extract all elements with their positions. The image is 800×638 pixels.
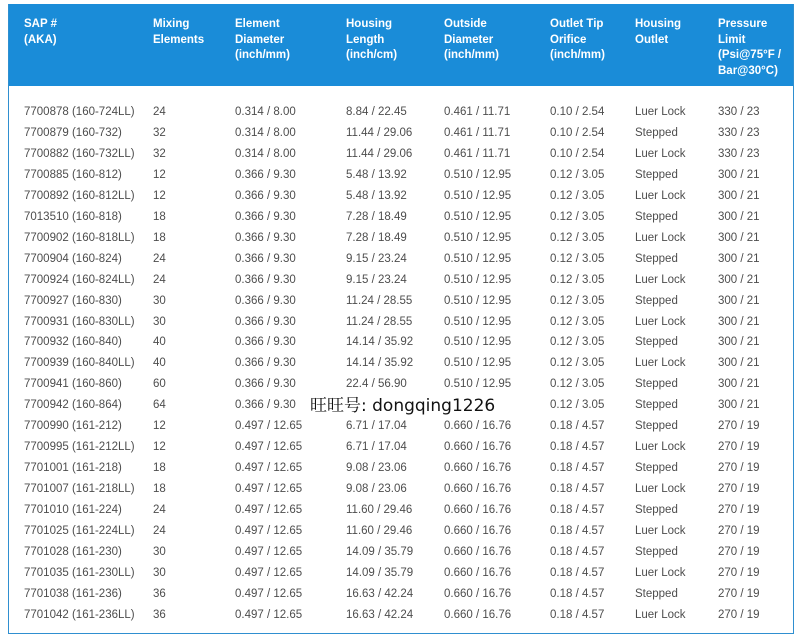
- header-sap: SAP # (AKA): [24, 18, 58, 46]
- cell-sap: 7700892 (160-812LL): [24, 189, 135, 202]
- cell-outlet-tip-orifice: 0.18 / 4.57: [550, 525, 605, 537]
- cell-housing-length: 9.15 / 23.24: [346, 273, 407, 286]
- cell-pressure-limit: 270 / 19: [718, 420, 760, 433]
- cell-pressure-limit: 270 / 19: [718, 587, 760, 600]
- cell-element-diameter: 0.497 / 12.65: [235, 504, 303, 517]
- cell-pressure-limit: 270 / 19: [718, 504, 760, 517]
- cell-housing-length: 11.60 / 29.46: [346, 504, 413, 517]
- cell-element-diameter: 0.366 / 9.30: [235, 378, 296, 391]
- cell-element-diameter: 0.366 / 9.30: [235, 210, 296, 223]
- cell-pressure-limit: 270 / 19: [718, 483, 760, 496]
- cell-element-diameter: 0.497 / 12.65: [235, 525, 303, 537]
- cell-outlet-tip-orifice: 0.18 / 4.57: [550, 545, 605, 558]
- cell-outside-diameter: 0.660 / 16.76: [444, 545, 512, 558]
- cell-element-diameter: 0.314 / 8.00: [235, 106, 296, 118]
- cell-housing-outlet: Stepped: [635, 462, 678, 475]
- cell-outlet-tip-orifice: 0.12 / 3.05: [550, 294, 605, 307]
- cell-mixing-elements: 40: [153, 336, 166, 349]
- table-row: [9, 416, 793, 437]
- cell-outside-diameter: 0.660 / 16.76: [444, 483, 512, 496]
- cell-outlet-tip-orifice: 0.18 / 4.57: [550, 587, 605, 600]
- table-row: [9, 186, 793, 207]
- cell-housing-length: 9.08 / 23.06: [346, 462, 407, 475]
- cell-housing-outlet: Luer Lock: [635, 357, 686, 370]
- cell-element-diameter: 0.497 / 12.65: [235, 462, 303, 475]
- cell-housing-length: 11.24 / 28.55: [346, 315, 413, 328]
- cell-housing-outlet: Stepped: [635, 587, 678, 600]
- cell-sap: 7013510 (160-818): [24, 210, 122, 223]
- cell-mixing-elements: 36: [153, 608, 166, 621]
- cell-mixing-elements: 64: [153, 399, 166, 412]
- cell-pressure-limit: 300 / 21: [718, 294, 760, 307]
- table-row: [9, 500, 793, 521]
- table-row: [9, 249, 793, 270]
- table-row: [9, 123, 793, 144]
- cell-outside-diameter: 0.660 / 16.76: [444, 441, 512, 454]
- cell-housing-outlet: Stepped: [635, 420, 678, 433]
- cell-element-diameter: 0.314 / 8.00: [235, 126, 296, 139]
- table-row: [9, 207, 793, 228]
- cell-housing-length: 14.14 / 35.92: [346, 336, 414, 349]
- cell-housing-outlet: Stepped: [635, 168, 678, 181]
- cell-element-diameter: 0.366 / 9.30: [235, 273, 296, 286]
- cell-element-diameter: 0.366 / 9.30: [235, 252, 296, 265]
- cell-sap: 7700885 (160-812): [24, 168, 122, 181]
- cell-housing-length: 11.24 / 28.55: [346, 294, 413, 307]
- cell-housing-length: 16.63 / 42.24: [346, 587, 414, 600]
- table-row: [9, 228, 793, 249]
- header-mixing-elements: Mixing Elements: [153, 18, 205, 46]
- cell-outlet-tip-orifice: 0.18 / 4.57: [550, 566, 605, 579]
- cell-mixing-elements: 24: [153, 273, 166, 286]
- cell-housing-length: 22.4 / 56.90: [346, 378, 407, 391]
- cell-outside-diameter: 0.510 / 12.95: [444, 189, 512, 202]
- cell-outlet-tip-orifice: 0.12 / 3.05: [550, 189, 605, 202]
- cell-housing-outlet: Luer Lock: [635, 315, 686, 328]
- cell-outlet-tip-orifice: 0.18 / 4.57: [550, 504, 605, 517]
- cell-housing-length: 9.15 / 23.24: [346, 252, 407, 265]
- cell-mixing-elements: 18: [153, 483, 166, 496]
- cell-housing-outlet: Stepped: [635, 545, 678, 558]
- cell-sap: 7700939 (160-840LL): [24, 357, 135, 370]
- cell-outside-diameter: 0.461 / 11.71: [444, 126, 511, 139]
- cell-element-diameter: 0.366 / 9.30: [235, 189, 296, 202]
- cell-pressure-limit: 270 / 19: [718, 608, 760, 621]
- cell-mixing-elements: 30: [153, 294, 166, 307]
- cell-element-diameter: 0.497 / 12.65: [235, 483, 303, 496]
- cell-mixing-elements: 32: [153, 147, 166, 160]
- cell-outside-diameter: 0.660 / 16.76: [444, 462, 512, 475]
- cell-sap: 7700927 (160-830): [24, 294, 122, 307]
- cell-sap: 7700941 (160-860): [24, 378, 122, 391]
- cell-housing-outlet: Luer Lock: [635, 273, 686, 286]
- cell-pressure-limit: 270 / 19: [718, 545, 760, 558]
- cell-housing-length: 11.60 / 29.46: [346, 525, 413, 537]
- cell-outlet-tip-orifice: 0.12 / 3.05: [550, 378, 605, 391]
- cell-housing-length: 6.71 / 17.04: [346, 420, 407, 433]
- cell-sap: 7700924 (160-824LL): [24, 273, 135, 286]
- table-row: [9, 458, 793, 479]
- cell-pressure-limit: 270 / 19: [718, 525, 760, 537]
- cell-housing-length: 9.08 / 23.06: [346, 483, 407, 496]
- cell-sap: 7700931 (160-830LL): [24, 315, 135, 328]
- cell-outlet-tip-orifice: 0.12 / 3.05: [550, 357, 605, 370]
- cell-outside-diameter: 0.510 / 12.95: [444, 357, 512, 370]
- cell-sap: 7700902 (160-818LL): [24, 231, 135, 244]
- cell-mixing-elements: 60: [153, 378, 166, 391]
- cell-pressure-limit: 300 / 21: [718, 399, 760, 412]
- cell-housing-length: 11.44 / 29.06: [346, 147, 413, 160]
- table-row: [9, 605, 793, 626]
- cell-pressure-limit: 270 / 19: [718, 462, 760, 475]
- header-housing-length: Housing Length (inch/cm): [346, 18, 398, 61]
- cell-sap: 7700942 (160-864): [24, 399, 122, 412]
- cell-housing-length: 16.63 / 42.24: [346, 608, 414, 621]
- cell-housing-outlet: Stepped: [635, 252, 678, 265]
- cell-pressure-limit: 300 / 21: [718, 273, 760, 286]
- cell-pressure-limit: 300 / 21: [718, 210, 760, 223]
- cell-pressure-limit: 330 / 23: [718, 147, 760, 160]
- cell-mixing-elements: 24: [153, 252, 166, 265]
- cell-outside-diameter: 0.510 / 12.95: [444, 378, 512, 391]
- header-housing-outlet: Housing Outlet: [635, 18, 681, 46]
- table-row: [9, 563, 793, 584]
- cell-mixing-elements: 12: [153, 189, 166, 202]
- cell-housing-outlet: Stepped: [635, 504, 678, 517]
- cell-outlet-tip-orifice: 0.18 / 4.57: [550, 483, 605, 496]
- cell-outlet-tip-orifice: 0.12 / 3.05: [550, 399, 605, 412]
- cell-housing-outlet: Luer Lock: [635, 525, 686, 537]
- cell-mixing-elements: 18: [153, 210, 166, 223]
- cell-outside-diameter: 0.660 / 16.76: [444, 587, 512, 600]
- table-row: [9, 291, 793, 312]
- cell-housing-length: 7.28 / 18.49: [346, 210, 407, 223]
- cell-mixing-elements: 32: [153, 126, 166, 139]
- cell-outside-diameter: 0.510 / 12.95: [444, 231, 512, 244]
- table-row: [9, 165, 793, 186]
- table-row: [9, 584, 793, 605]
- cell-housing-outlet: Stepped: [635, 210, 678, 223]
- table-header: [9, 4, 793, 86]
- cell-housing-outlet: Luer Lock: [635, 147, 686, 160]
- cell-sap: 7700932 (160-840): [24, 336, 122, 349]
- cell-outside-diameter: 0.510 / 12.95: [444, 315, 512, 328]
- cell-element-diameter: 0.497 / 12.65: [235, 441, 303, 454]
- cell-outlet-tip-orifice: 0.10 / 2.54: [550, 106, 605, 118]
- cell-mixing-elements: 36: [153, 587, 166, 600]
- cell-outlet-tip-orifice: 0.12 / 3.05: [550, 168, 605, 181]
- cell-outside-diameter: 0.461 / 11.71: [444, 106, 511, 118]
- cell-mixing-elements: 18: [153, 231, 166, 244]
- cell-housing-outlet: Stepped: [635, 378, 678, 391]
- cell-outside-diameter: 0.510 / 12.95: [444, 210, 512, 223]
- table-row: [9, 374, 793, 395]
- cell-sap: 7701010 (161-224): [24, 504, 122, 517]
- cell-element-diameter: 0.366 / 9.30: [235, 399, 296, 412]
- cell-pressure-limit: 300 / 21: [718, 231, 760, 244]
- cell-outside-diameter: 0.660 / 16.76: [444, 608, 512, 621]
- cell-housing-outlet: Luer Lock: [635, 441, 686, 454]
- table-row: [9, 270, 793, 291]
- cell-housing-outlet: Stepped: [635, 399, 678, 412]
- cell-housing-outlet: Luer Lock: [635, 483, 686, 496]
- cell-housing-outlet: Luer Lock: [635, 608, 686, 621]
- cell-element-diameter: 0.366 / 9.30: [235, 336, 296, 349]
- cell-housing-outlet: Stepped: [635, 294, 678, 307]
- cell-element-diameter: 0.366 / 9.30: [235, 294, 296, 307]
- cell-pressure-limit: 270 / 19: [718, 441, 760, 454]
- cell-sap: 7700879 (160-732): [24, 126, 122, 139]
- cell-outside-diameter: 0.660 / 16.76: [444, 420, 512, 433]
- cell-element-diameter: 0.497 / 12.65: [235, 566, 303, 579]
- cell-pressure-limit: 270 / 19: [718, 566, 760, 579]
- table-row: [9, 437, 793, 458]
- cell-outside-diameter: 0.660 / 16.76: [444, 525, 512, 537]
- cell-outlet-tip-orifice: 0.18 / 4.57: [550, 608, 605, 621]
- cell-mixing-elements: 24: [153, 504, 166, 517]
- cell-housing-outlet: Stepped: [635, 126, 678, 139]
- cell-housing-outlet: Luer Lock: [635, 189, 686, 202]
- cell-pressure-limit: 300 / 21: [718, 378, 760, 391]
- cell-pressure-limit: 300 / 21: [718, 168, 760, 181]
- cell-sap: 7700882 (160-732LL): [24, 147, 135, 160]
- cell-mixing-elements: 30: [153, 566, 166, 579]
- table-row: [9, 479, 793, 500]
- watermark-text: 旺旺号: dongqing1226: [310, 396, 496, 416]
- cell-housing-length: 6.71 / 17.04: [346, 441, 407, 454]
- cell-outlet-tip-orifice: 0.10 / 2.54: [550, 126, 605, 139]
- table-row: [9, 542, 793, 563]
- cell-outside-diameter: 0.660 / 16.76: [444, 504, 512, 517]
- cell-housing-outlet: Luer Lock: [635, 106, 686, 118]
- cell-outlet-tip-orifice: 0.12 / 3.05: [550, 336, 605, 349]
- cell-housing-length: 11.44 / 29.06: [346, 126, 413, 139]
- cell-sap: 7701025 (161-224LL): [24, 525, 135, 537]
- cell-outlet-tip-orifice: 0.12 / 3.05: [550, 273, 605, 286]
- cell-sap: 7701007 (161-218LL): [24, 483, 135, 496]
- cell-sap: 7700995 (161-212LL): [24, 441, 135, 454]
- cell-housing-outlet: Luer Lock: [635, 566, 686, 579]
- cell-mixing-elements: 18: [153, 462, 166, 475]
- cell-mixing-elements: 12: [153, 441, 166, 454]
- cell-pressure-limit: 300 / 21: [718, 357, 760, 370]
- cell-sap: 7701038 (161-236): [24, 587, 122, 600]
- table-row: [9, 353, 793, 374]
- cell-sap: 7701035 (161-230LL): [24, 566, 135, 579]
- cell-element-diameter: 0.366 / 9.30: [235, 168, 296, 181]
- cell-sap: 7700904 (160-824): [24, 252, 122, 265]
- cell-pressure-limit: 300 / 21: [718, 252, 760, 265]
- cell-sap: 7701028 (161-230): [24, 545, 122, 558]
- header-element-diameter: Element Diameter (inch/mm): [235, 18, 290, 61]
- cell-element-diameter: 0.314 / 8.00: [235, 147, 296, 160]
- cell-sap: 7701001 (161-218): [24, 462, 122, 475]
- header-outlet-tip-orifice: Outlet Tip Orifice (inch/mm): [550, 18, 605, 61]
- table-row: [9, 332, 793, 353]
- header-pressure-limit: Pressure Limit (Psi@75°F / Bar@30°C): [718, 18, 782, 77]
- cell-housing-length: 14.09 / 35.79: [346, 545, 414, 558]
- table-row: [9, 144, 793, 165]
- cell-housing-length: 14.09 / 35.79: [346, 566, 414, 579]
- table-row: [9, 102, 793, 123]
- cell-outside-diameter: 0.461 / 11.71: [444, 147, 511, 160]
- cell-housing-length: 14.14 / 35.92: [346, 357, 414, 370]
- cell-outlet-tip-orifice: 0.18 / 4.57: [550, 420, 605, 433]
- cell-mixing-elements: 12: [153, 168, 166, 181]
- cell-outlet-tip-orifice: 0.18 / 4.57: [550, 462, 605, 475]
- cell-element-diameter: 0.366 / 9.30: [235, 315, 296, 328]
- cell-outside-diameter: 0.510 / 12.95: [444, 252, 512, 265]
- cell-sap: 7700990 (161-212): [24, 420, 122, 433]
- cell-pressure-limit: 300 / 21: [718, 315, 760, 328]
- cell-mixing-elements: 12: [153, 420, 166, 433]
- cell-pressure-limit: 300 / 21: [718, 336, 760, 349]
- cell-outlet-tip-orifice: 0.12 / 3.05: [550, 252, 605, 265]
- cell-housing-length: 5.48 / 13.92: [346, 189, 407, 202]
- cell-mixing-elements: 24: [153, 106, 166, 118]
- cell-mixing-elements: 30: [153, 315, 166, 328]
- cell-housing-length: 5.48 / 13.92: [346, 168, 407, 181]
- cell-pressure-limit: 300 / 21: [718, 189, 760, 202]
- cell-pressure-limit: 330 / 23: [718, 106, 760, 118]
- cell-outlet-tip-orifice: 0.12 / 3.05: [550, 231, 605, 244]
- cell-element-diameter: 0.497 / 12.65: [235, 608, 303, 621]
- cell-mixing-elements: 40: [153, 357, 166, 370]
- cell-element-diameter: 0.366 / 9.30: [235, 231, 296, 244]
- cell-element-diameter: 0.366 / 9.30: [235, 357, 296, 370]
- cell-sap: 7700878 (160-724LL): [24, 106, 135, 118]
- table-row: [9, 312, 793, 333]
- cell-housing-outlet: Stepped: [635, 336, 678, 349]
- cell-housing-outlet: Luer Lock: [635, 231, 686, 244]
- cell-outside-diameter: 0.510 / 12.95: [444, 273, 512, 286]
- cell-element-diameter: 0.497 / 12.65: [235, 545, 303, 558]
- cell-outside-diameter: 0.510 / 12.95: [444, 336, 512, 349]
- cell-pressure-limit: 330 / 23: [718, 126, 760, 139]
- cell-mixing-elements: 24: [153, 525, 166, 537]
- cell-outlet-tip-orifice: 0.12 / 3.05: [550, 210, 605, 223]
- cell-outlet-tip-orifice: 0.12 / 3.05: [550, 315, 605, 328]
- cell-outside-diameter: 0.510 / 12.95: [444, 294, 512, 307]
- cell-outside-diameter: 0.510 / 12.95: [444, 168, 512, 181]
- table-row: [9, 521, 793, 542]
- cell-element-diameter: 0.497 / 12.65: [235, 587, 303, 600]
- cell-outlet-tip-orifice: 0.18 / 4.57: [550, 441, 605, 454]
- cell-housing-length: 8.84 / 22.45: [346, 106, 407, 118]
- cell-outlet-tip-orifice: 0.10 / 2.54: [550, 147, 605, 160]
- header-outside-diameter: Outside Diameter (inch/mm): [444, 18, 499, 61]
- cell-sap: 7701042 (161-236LL): [24, 608, 135, 621]
- cell-housing-length: 7.28 / 18.49: [346, 231, 407, 244]
- cell-outside-diameter: 0.660 / 16.76: [444, 566, 512, 579]
- cell-mixing-elements: 30: [153, 545, 166, 558]
- cell-element-diameter: 0.497 / 12.65: [235, 420, 303, 433]
